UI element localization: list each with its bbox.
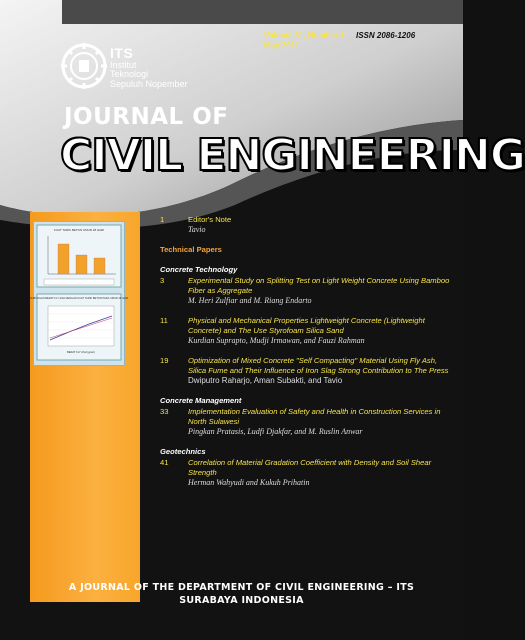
page-number: 11: [160, 316, 168, 325]
bottom-chart-xlabel: BERAT FLY ASH (gram): [67, 351, 95, 354]
institute-line2: Teknologi: [110, 69, 149, 80]
paper-title: Experimental Study on Splitting Test on Light Weight Concrete Using Bamboo Fiber as Aggregate: [188, 276, 450, 295]
toc-entry[interactable]: [150, 316, 450, 346]
table-of-contents: [150, 215, 450, 498]
toc-entry[interactable]: [150, 458, 450, 488]
institute-line1: Institut: [110, 59, 137, 70]
page-number: 3: [160, 276, 165, 285]
paper-title: Optimization of Mixed Concrete "Self Compacting" Material Using Fly Ash, Silica Fume and Their Influence of Iron Slag Strong Contribution to The Press: [188, 356, 449, 375]
journal-title-line2: CIVIL ENGINEERING: [60, 130, 525, 181]
top-dark-bar: [62, 0, 463, 24]
journal-title-line1: JOURNAL OF: [64, 104, 229, 130]
page-number: 41: [160, 458, 169, 467]
institute-abbr: ITS: [110, 45, 134, 61]
issue-date: May 2011: [264, 41, 300, 51]
paper-title: Implementation Evaluation of Safety and Health in Construction Services in North Sulawesi: [188, 407, 441, 426]
cover-chart-graphic: [29, 222, 129, 365]
paper-authors: M. Heri Zulfiar and M. Riang Endarto: [188, 296, 312, 305]
page-number: 33: [160, 407, 169, 416]
section-technical-papers: Technical Papers: [160, 245, 222, 254]
paper-title: Correlation of Material Gradation Coefficient with Density and Soil Shear Strength: [188, 458, 432, 477]
issn: ISSN 2086-1206: [356, 31, 416, 40]
footer-line2: SURABAYA INDONESIA: [179, 595, 304, 606]
institute-name: [110, 46, 188, 89]
category-concrete-technology: Concrete Technology: [160, 265, 238, 274]
toc-entry-editors-note[interactable]: [150, 215, 450, 235]
cover-chart-image: [29, 221, 129, 366]
volume-info: [264, 31, 345, 52]
paper-authors: Pingkan Pratasis, Ludfi Djakfar, and M. Ruslin Anwar: [188, 427, 363, 436]
top-chart-title: KUAT TARIK BETON UMUR 28 HARI: [53, 228, 105, 232]
paper-authors: Dwiputro Raharjo, Aman Subakti, and Tavio: [188, 376, 343, 385]
page-number: 19: [160, 356, 169, 365]
top-chart-bar-1: [58, 244, 69, 274]
footer: [0, 581, 463, 607]
institute-line3: Sepuluh Nopember: [110, 78, 188, 89]
toc-entry[interactable]: [150, 276, 450, 306]
page-number: 1: [160, 215, 165, 224]
category-geotechnics: Geotechnics: [160, 447, 206, 456]
toc-entry[interactable]: [150, 356, 450, 386]
paper-authors: Herman Wahyudi and Kukuh Prihatin: [188, 478, 310, 487]
footer-line1: A JOURNAL OF THE DEPARTMENT OF CIVIL ENGINEERING – ITS: [68, 582, 415, 593]
paper-title: Physical and Mechanical Properties Lightweight Concrete (Lightweight Concrete) and The Use Styrofoam Silica Sand: [188, 316, 425, 335]
category-concrete-management: Concrete Management: [160, 396, 242, 405]
its-logo-icon: [60, 42, 108, 90]
top-chart-bar-3: [94, 258, 105, 274]
bottom-chart-title: HUBUNGAN BERAT FLY ASH DENGAN KUAT TARIK BETON PADA UMUR 28 HARI: [29, 297, 129, 300]
top-chart-bar-2: [76, 255, 87, 274]
paper-authors: Kurdian Suprapto, Mudji Irmawan, and Fauzi Rahman: [188, 336, 365, 345]
toc-entry[interactable]: [150, 407, 450, 437]
entry-title: Editor's Note: [188, 215, 232, 224]
volume-number: Volume 31, Number 1: [264, 31, 345, 40]
entry-author: Tavio: [188, 225, 206, 234]
